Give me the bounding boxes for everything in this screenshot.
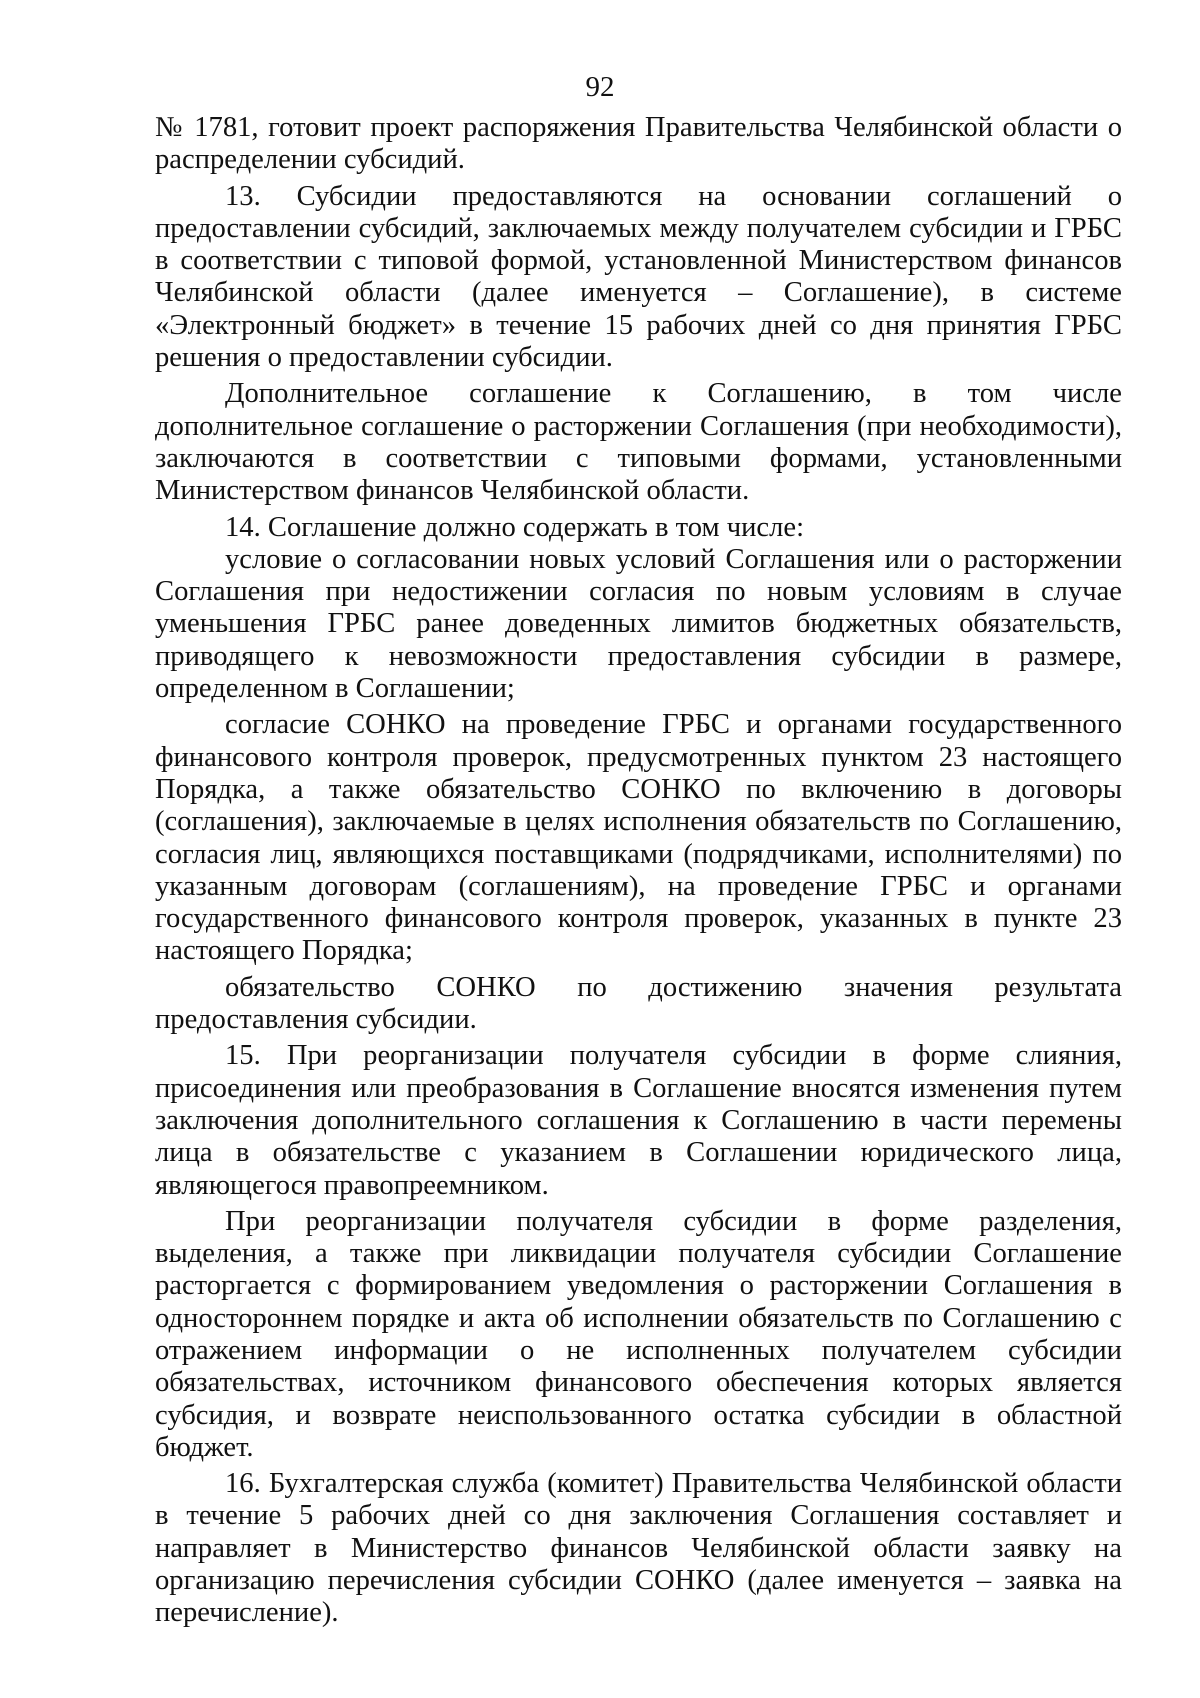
paragraph: 14. Соглашение должно содержать в том числе: [225, 511, 805, 543]
document-body [155, 112, 1122, 1630]
paragraph: Дополнительное соглашение к Соглашению, в том числе дополнительное соглашение о расторжении Соглашения (при необходимости), заключаются в соответствии с типовыми формами, установленными Министерством финансов Челябинской области. [155, 378, 1122, 507]
paragraph: условие о согласовании новых условий Соглашения или о расторжении Соглашения при недостижении согласия по новым условиям в случае уменьшения ГРБС ранее доведенных лимитов бюджетных обязательств, приводящего к невозможности предоставления субсидии в размере, определенном в Соглашении; [155, 543, 1122, 705]
paragraph: согласие СОНКО на проведение ГРБС и органами государственного финансового контроля проверок, предусмотренных пунктом 23 настоящего Порядка, а также обязательство СОНКО по включению в договоры (соглашения), заключаемые в целях исполнения обязательств по Соглашению, согласия лиц, являющихся поставщиками (подрядчиками, исполнителями) по указанным договорам (соглашениям), на проведение ГРБС и органами государственного финансового контроля проверок, указанных в пункте 23 настоящего Порядка; [155, 709, 1122, 967]
paragraph: При реорганизации получателя субсидии в форме разделения, выделения, а также при ликвидации получателя субсидии Соглашение расторгается с формированием уведомления о расторжении Соглашения в одностороннем порядке и акта об исполнении обязательств по Соглашению с отражением информации о не исполненных получателем субсидии обязательствах, источником финансового обеспечения которых является субсидия, и возврате неиспользованного остатка субсидии в областной бюджет. [155, 1205, 1122, 1463]
paragraph: 16. Бухгалтерская служба (комитет) Правительства Челябинской области в течение 5 рабочих дней со дня заключения Соглашения составляет и направляет в Министерство финансов Челябинской области заявку на организацию перечисления субсидии СОНКО (далее именуется – заявка на перечисление). [155, 1468, 1122, 1629]
page-number: 92 [585, 71, 615, 103]
paragraph: 15. При реорганизации получателя субсидии в форме слияния, присоединения или преобразования в Соглашение вносятся изменения путем заключения дополнительного соглашения к Соглашению в части перемены лица в обязательстве с указанием в Соглашении юридического лица, являющегося правопреемником. [155, 1040, 1122, 1201]
paragraph: 13. Субсидии предоставляются на основании соглашений о предоставлении субсидий, заключаемых между получателем субсидии и ГРБС в соответствии с типовой формой, установленной Министерством финансов Челябинской области (далее именуется – Соглашение), в системе «Электронный бюджет» в течение 15 рабочих дней со дня принятия ГРБС решения о предоставлении субсидии. [155, 180, 1122, 374]
paragraph: № 1781, готовит проект распоряжения Правительства Челябинской области о распределении субсидий. [155, 112, 1122, 176]
paragraph: обязательство СОНКО по достижению значения результата предоставления субсидии. [155, 971, 1122, 1036]
